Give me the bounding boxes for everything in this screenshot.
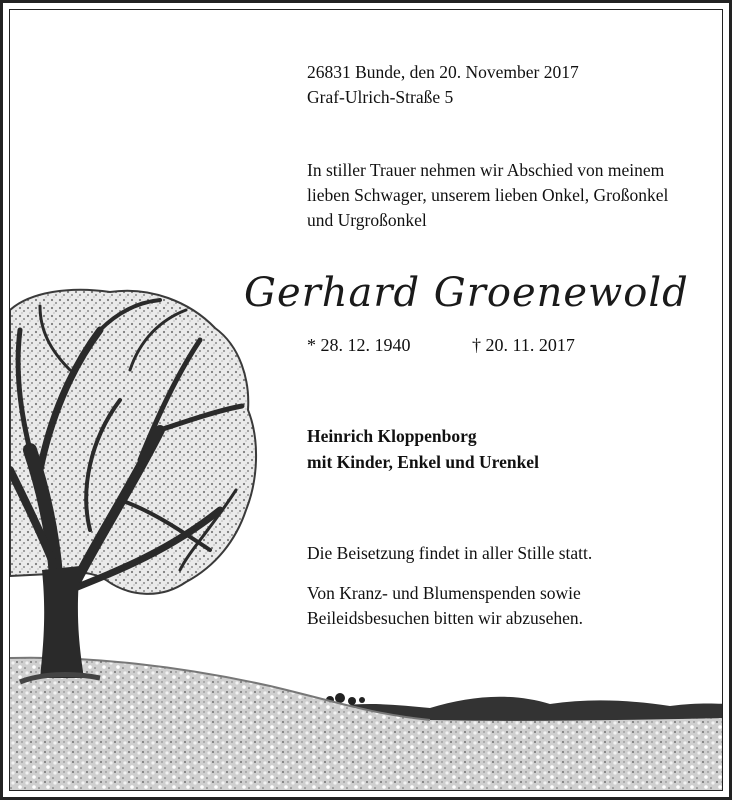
intro-line-2: lieben Schwager, unserem lieben Onkel, Großonkel [307, 185, 669, 205]
intro-line-1: In stiller Trauer nehmen wir Abschied von meinem [307, 160, 665, 180]
flowers-notice-line-2: Beileidsbesuchen bitten wir abzusehen. [307, 608, 584, 628]
intro-line-3: und Urgroßonkel [307, 210, 427, 230]
birth-date: * 28. 12. 1940 [307, 335, 411, 355]
place-date-line: 26831 Bunde, den 20. November 2017 [307, 62, 579, 82]
street-address: Graf-Ulrich-Straße 5 [307, 87, 454, 107]
notice-inner-frame [9, 9, 723, 791]
tree-trunk [40, 566, 84, 678]
family-line-1: Heinrich Kloppenborg [307, 426, 477, 446]
deceased-name: Gerhard Groenewold [244, 270, 689, 316]
meadow [10, 658, 723, 791]
family-line-2: mit Kinder, Enkel und Urenkel [307, 452, 539, 472]
flowers-notice-line-1: Von Kranz- und Blumenspenden sowie [307, 583, 581, 603]
death-date: † 20. 11. 2017 [472, 335, 575, 355]
funeral-notice: Die Beisetzung findet in aller Stille statt. [307, 543, 593, 563]
tree-meadow-illustration [10, 10, 723, 791]
